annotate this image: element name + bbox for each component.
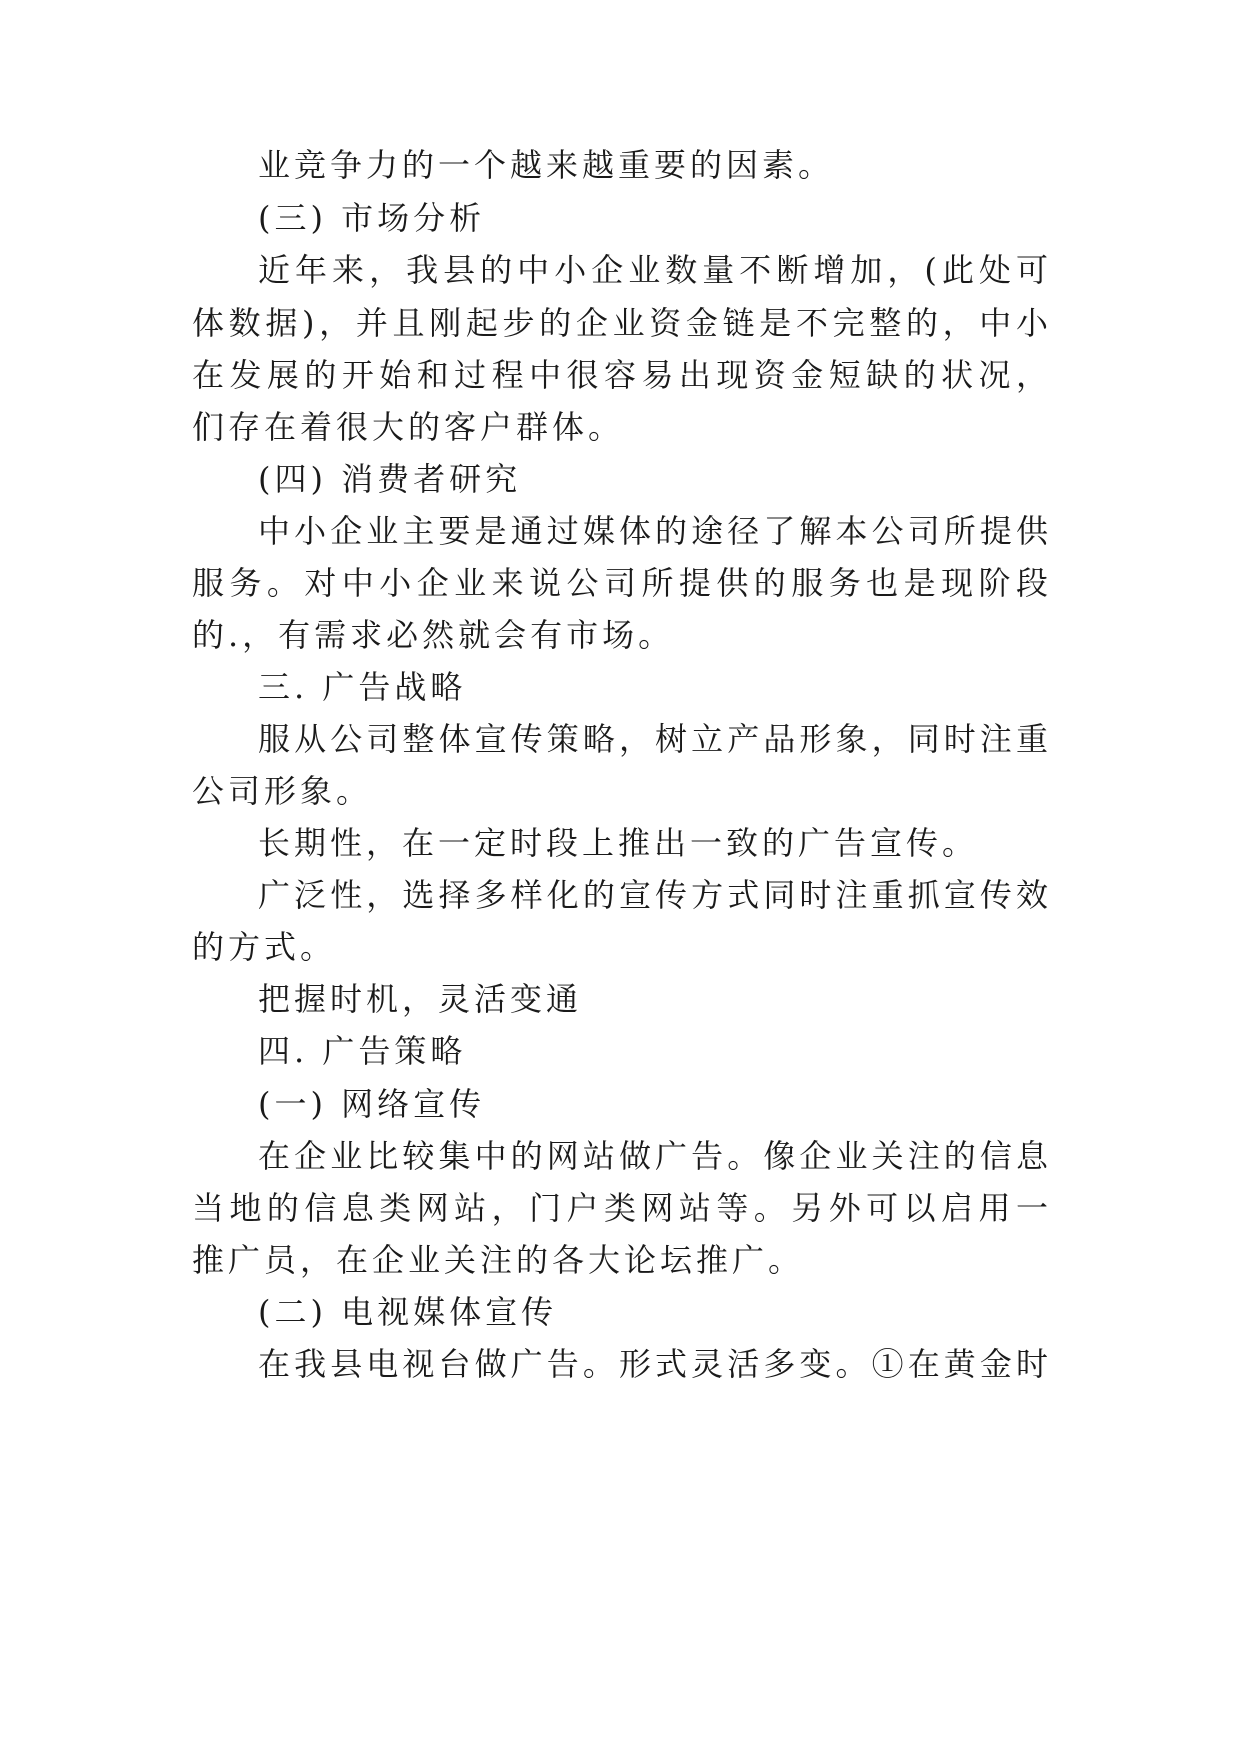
paragraph-line: 把握时机，灵活变通	[258, 980, 583, 1018]
paragraph-line: 中小企业主要是通过媒体的途径了解本公司所提供	[258, 512, 1052, 550]
paragraph-line: 体数据)，并且刚起步的企业资金链是不完整的，中小	[192, 304, 1052, 342]
paragraph-line: 在我县电视台做广告。形式灵活多变。①在黄金时	[258, 1345, 1052, 1383]
paragraph-line: 当地的信息类网站，门户类网站等。另外可以启用一	[192, 1189, 1052, 1227]
section-heading: (四) 消费者研究	[258, 460, 522, 498]
paragraph-line: 业竞争力的一个越来越重要的因素。	[258, 146, 835, 184]
paragraph-line: 服从公司整体宣传策略，树立产品形象，同时注重	[258, 720, 1052, 758]
section-heading: 三. 广告战略	[258, 668, 467, 706]
paragraph-line: 的.，有需求必然就会有市场。	[192, 616, 675, 654]
section-heading: (二) 电视媒体宣传	[258, 1293, 558, 1331]
section-heading: (一) 网络宣传	[258, 1085, 486, 1123]
section-heading: (三) 市场分析	[258, 199, 486, 237]
paragraph-line: 长期性，在一定时段上推出一致的广告宣传。	[258, 824, 979, 862]
paragraph-line: 服务。对中小企业来说公司所提供的服务也是现阶段	[192, 564, 1052, 602]
paragraph-line: 广泛性，选择多样化的宣传方式同时注重抓宣传效	[258, 876, 1052, 914]
paragraph-line: 们存在着很大的客户群体。	[192, 408, 625, 446]
paragraph-line: 的方式。	[192, 928, 337, 966]
paragraph-line: 在发展的开始和过程中很容易出现资金短缺的状况，	[192, 356, 1052, 394]
section-heading: 四. 广告策略	[258, 1032, 467, 1070]
paragraph-line: 推广员，在企业关注的各大论坛推广。	[192, 1241, 805, 1279]
paragraph-line: 近年来，我县的中小企业数量不断增加，(此处可	[258, 251, 1052, 289]
paragraph-line: 在企业比较集中的网站做广告。像企业关注的信息	[258, 1137, 1052, 1175]
paragraph-line: 公司形象。	[192, 772, 373, 810]
